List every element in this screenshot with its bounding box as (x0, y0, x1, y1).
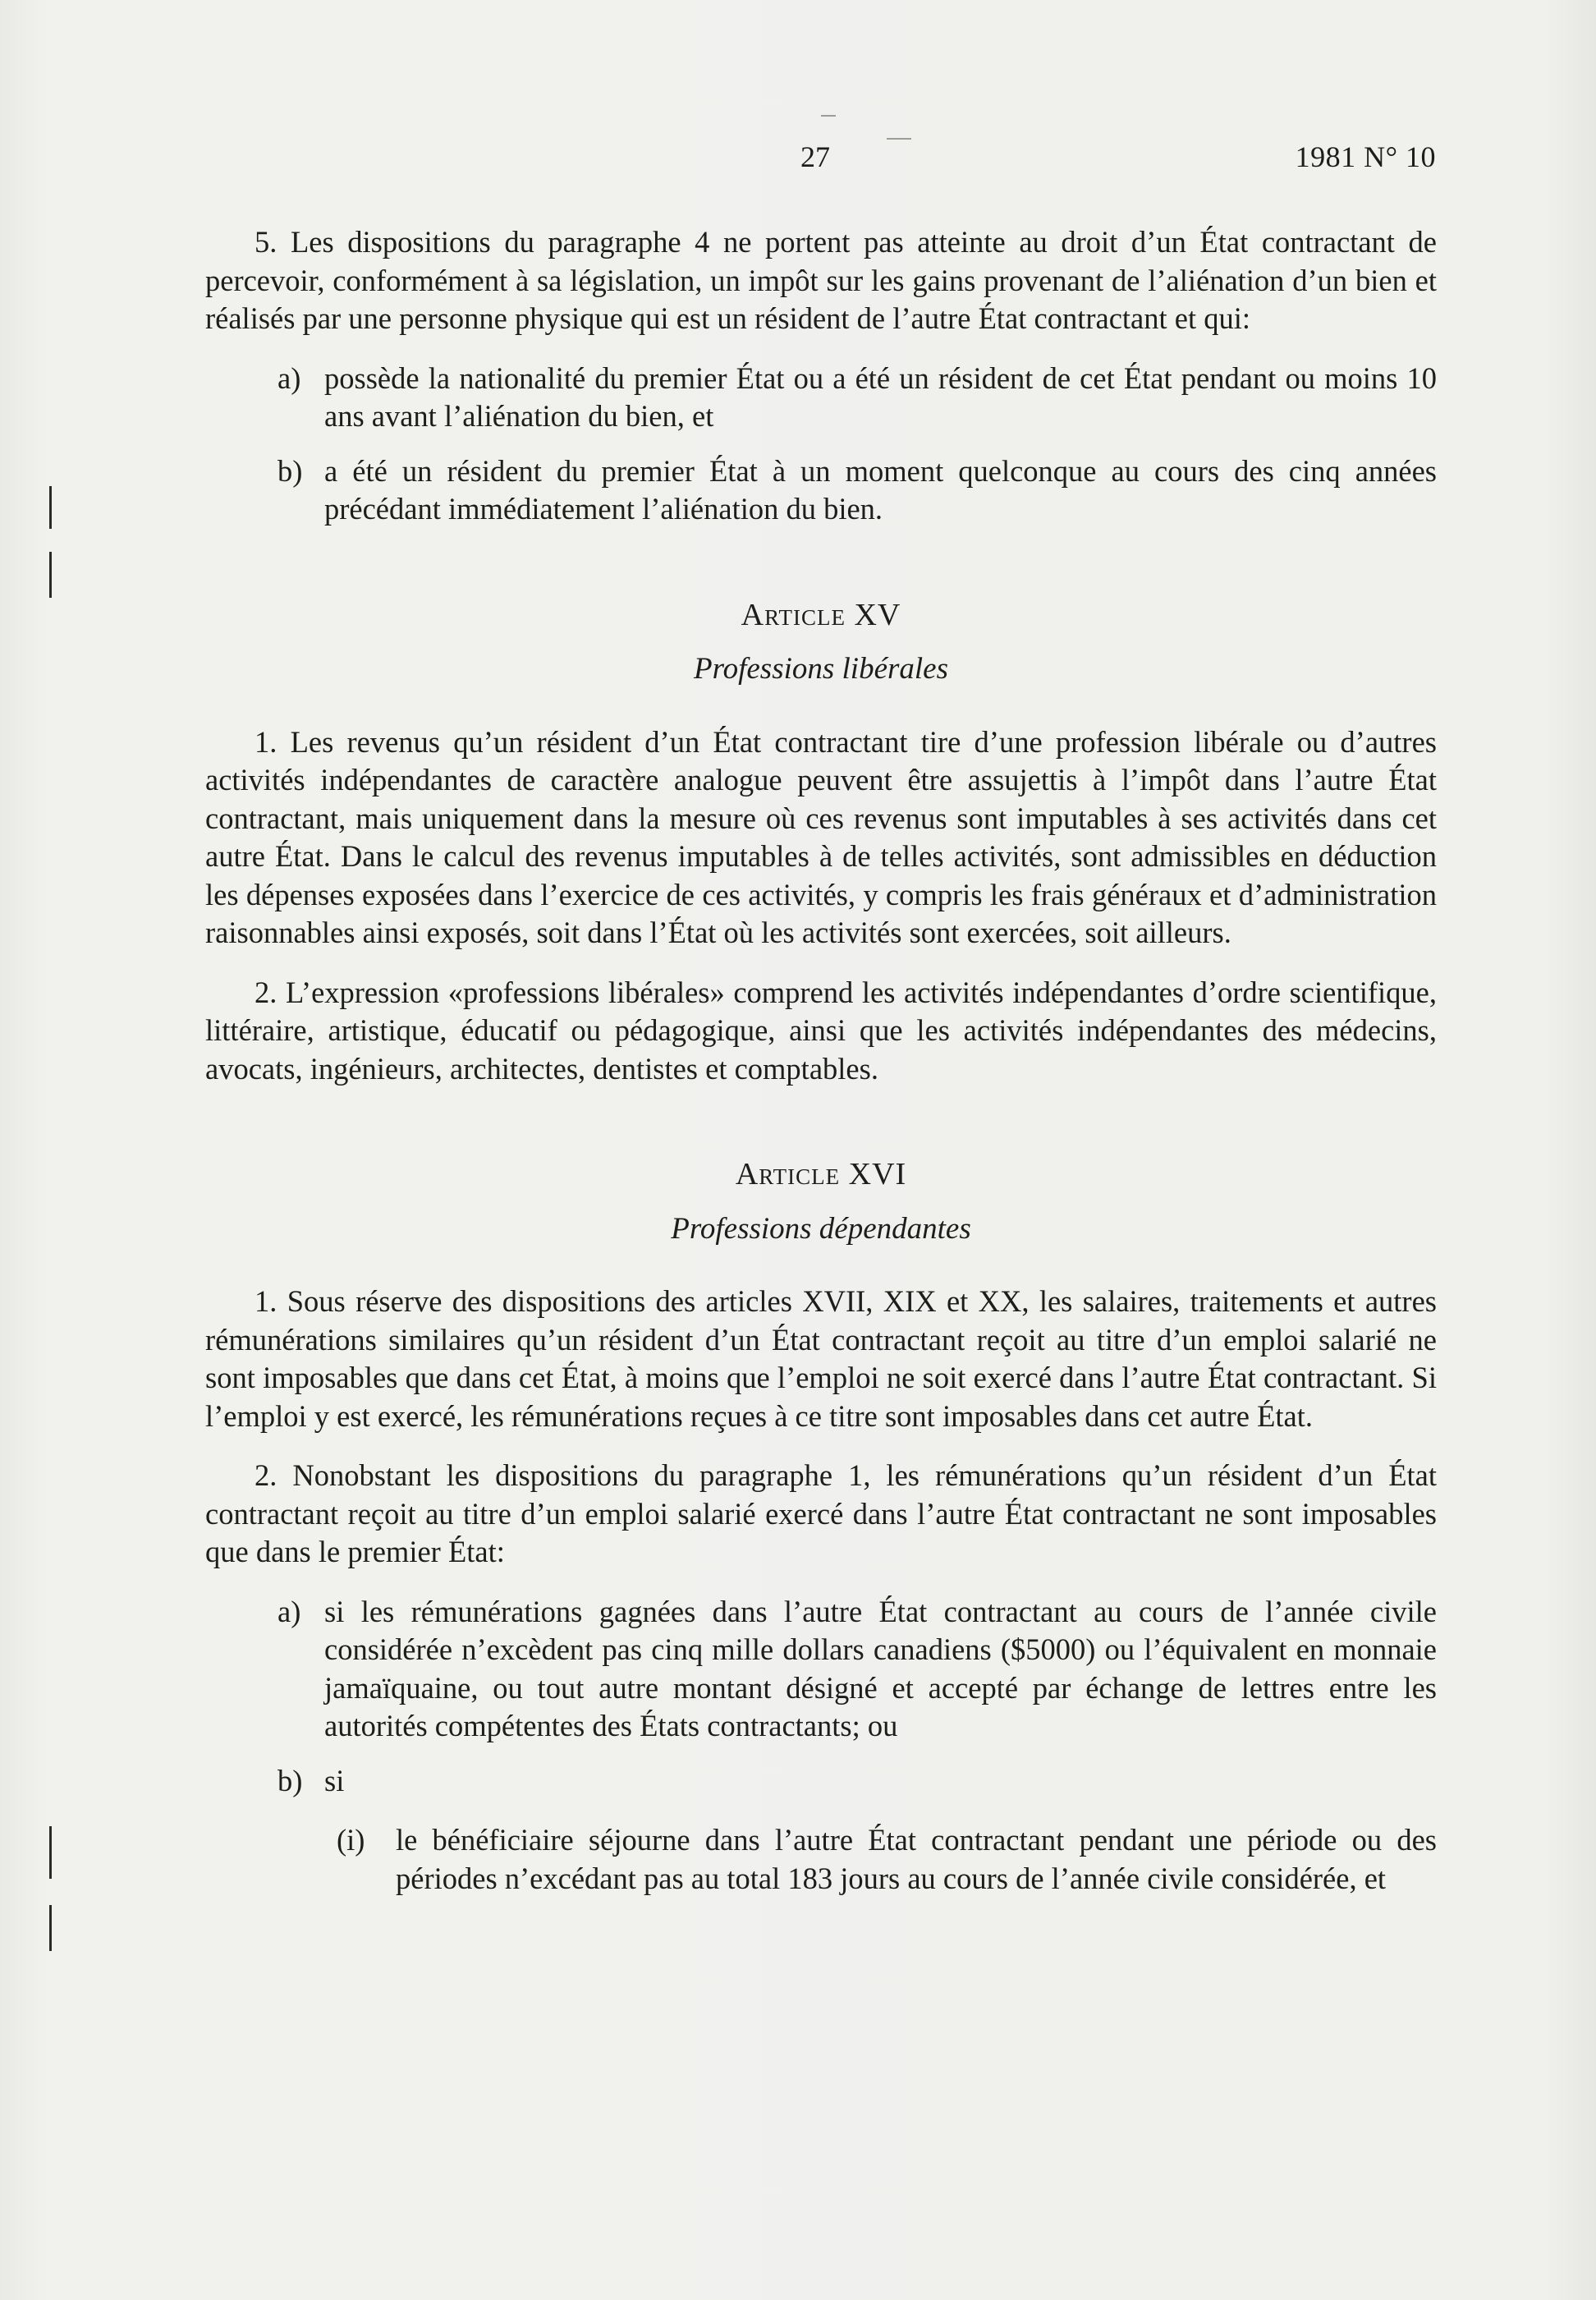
list-marker: a) (277, 360, 301, 395)
scan-mark (887, 138, 911, 140)
article-15-paragraph-1: 1. Les revenus qu’un résident d’un État contractant tire d’une profession libérale ou d’autres activités indépendantes de caractère analogue peuvent être assujettis à l’impôt dans l’autre État contractant, mais uniquement dans la mesure où ces revenus sont imputables à ses activités dans cet autre État. Dans le calcul des revenus imputables à de telles activités, sont admissibles en déduction les dépenses exposées dans l’exercice de ces activités, y compris les frais généraux et d’administration raisonnables ainsi exposés, soit dans l’État où les activités sont exercées, soit ailleurs. (205, 724, 1437, 949)
list-item-b (205, 452, 1437, 529)
article-16-paragraph-2: 2. Nonobstant les dispositions du paragraphe 1, les rémunérations qu’un résident d’un État contractant reçoit au titre d’un emploi salarié exercé dans l’autre État contractant ne sont imposables que dans le premier État: (205, 1458, 1437, 1568)
list-marker: b) (277, 1763, 303, 1797)
list-marker: b) (277, 453, 303, 488)
article-15-subtitle: Professions libérales (693, 652, 949, 686)
list-marker: a) (277, 1594, 301, 1628)
change-bar (49, 1905, 52, 1951)
article-15-paragraph-2: 2. L’expression «professions libérales» comprend les activités indépendantes d’ordre scientifique, littéraire, artistique, éducatif ou pédagogique, ainsi que les activités indépendantes des médecins, avocats, ingénieurs, architectes, dentistes et comptables. (205, 975, 1437, 1086)
list-marker: (i) (337, 1823, 365, 1857)
document-body (205, 223, 1437, 1914)
article-16-paragraph-1: 1. Sous réserve des dispositions des articles XVII, XIX et XX, les salaires, traitements et autres rémunérations similaires qu’un résident d’un État contractant reçoit au titre d’un emploi salarié ne sont imposables que dans cet État, à moins que l’emploi ne soit exercé dans l’autre État contractant. Si l’emploi y est exercé, les rémunérations reçues à ce titre sont imposables dans cet autre État. (205, 1284, 1437, 1433)
sub-item-i (205, 1821, 1437, 1898)
page-number: 27 (800, 140, 830, 173)
document-number: 1981 N° 10 (1295, 140, 1436, 173)
article-16-subtitle: Professions dépendantes (671, 1211, 971, 1246)
list-item-text: a été un résident du premier État à un moment quelconque au cours des cinq années précédant immédiatement l’aliénation du bien. (324, 453, 1437, 526)
list-item-text: le bénéficiaire séjourne dans l’autre État contractant pendant une période ou des périodes n’excédant pas au total 183 jours au cours de l’année civile considérée, et (396, 1823, 1437, 1895)
list-item-b (205, 1762, 1437, 1801)
change-bar (49, 552, 52, 598)
change-bar (49, 486, 52, 529)
list-item-text: possède la nationalité du premier État ou a été un résident de cet État pendant ou moins 10 ans avant l’aliénation du bien, et (324, 360, 1437, 433)
article-15-heading: Article XV (741, 597, 901, 632)
list-item-text: si (324, 1763, 345, 1797)
list-item-a (205, 360, 1437, 436)
scan-mark (821, 115, 836, 117)
change-bar (49, 1826, 52, 1879)
list-item-text: si les rémunérations gagnées dans l’autre État contractant au cours de l’année civile considérée n’excèdent pas cinq mille dollars canadiens ($5000) ou l’équivalent en monnaie jamaïquaine, ou tout autre montant désigné et accepté par échange de lettres entre les autorités compétentes des États contractants; ou (324, 1594, 1437, 1742)
paragraph-5: 5. Les dispositions du paragraphe 4 ne portent pas atteinte au droit d’un État contractant de percevoir, conformément à sa législation, un impôt sur les gains provenant de l’aliénation d’un bien et réalisés par une personne physique qui est un résident de l’autre État contractant et qui: (205, 225, 1437, 335)
article-16-heading: Article XVI (735, 1157, 907, 1191)
list-item-a (205, 1593, 1437, 1746)
